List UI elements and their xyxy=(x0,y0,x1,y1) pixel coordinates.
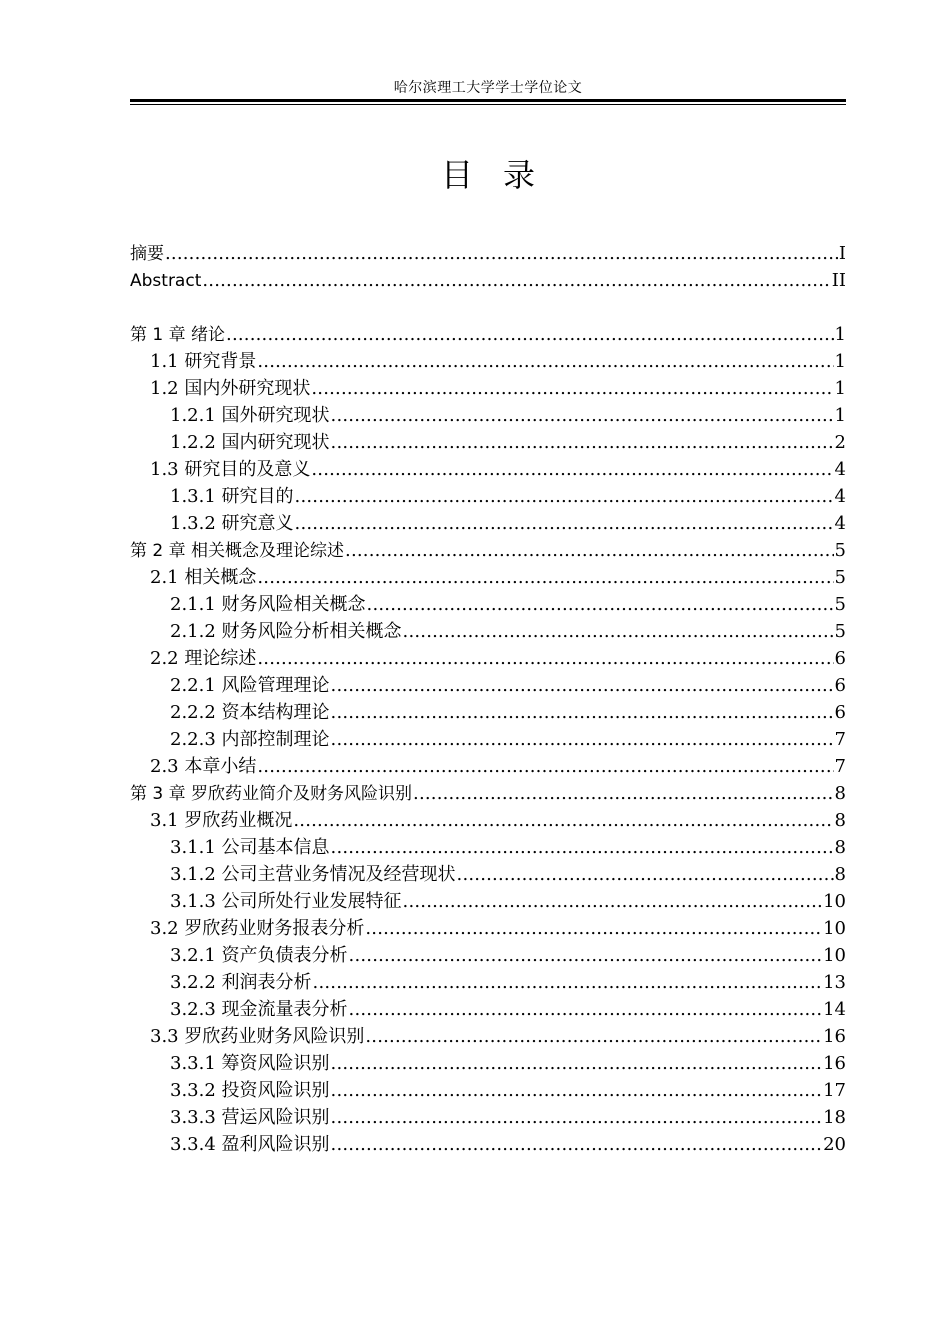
dot-leader xyxy=(331,672,834,699)
toc-entry-label: 2.1 相关概念 xyxy=(150,567,257,588)
dot-leader xyxy=(257,753,833,780)
toc-entry[interactable] xyxy=(130,1131,846,1158)
dot-leader xyxy=(331,726,834,753)
toc-entry[interactable] xyxy=(130,456,846,483)
toc-title: 目录 xyxy=(440,156,565,194)
toc-entry[interactable] xyxy=(130,1104,846,1131)
dot-leader xyxy=(349,996,823,1023)
toc-entry-page-number: 5 xyxy=(834,540,846,561)
toc-entry[interactable] xyxy=(130,699,846,726)
toc-entry-page-number: 2 xyxy=(834,432,846,453)
toc-entry[interactable] xyxy=(130,834,846,861)
dot-leader xyxy=(331,1050,823,1077)
toc-entry-label: 摘要 xyxy=(130,244,164,264)
toc-entry-label: 2.2.2 资本结构理论 xyxy=(170,702,330,723)
toc-entry-label: 3.3.2 投资风险识别 xyxy=(170,1080,330,1101)
toc-entry-label: 3.2 罗欣药业财务报表分析 xyxy=(150,918,365,939)
toc-entry-page-number: 1 xyxy=(834,378,846,399)
toc-entry-page-number: 4 xyxy=(834,513,846,534)
toc-entry-label: 3.2.1 资产负债表分析 xyxy=(170,945,348,966)
toc-entry-page-number: 14 xyxy=(823,999,846,1020)
toc-entry[interactable] xyxy=(130,1077,846,1104)
dot-leader xyxy=(257,645,833,672)
dot-leader xyxy=(313,969,823,996)
dot-leader xyxy=(331,1104,823,1131)
dot-leader xyxy=(202,267,830,294)
dot-leader xyxy=(367,591,834,618)
toc-entry-page-number: 4 xyxy=(834,459,846,480)
toc-entry-label: Abstract xyxy=(130,271,202,291)
header-rule-thin xyxy=(130,104,846,105)
toc-entry-page-number: 8 xyxy=(834,837,846,858)
dot-leader xyxy=(331,1131,823,1158)
header-rule-thick xyxy=(130,99,846,102)
toc-entry-page-number: 18 xyxy=(823,1107,846,1128)
toc-entry-label: 1.2.1 国外研究现状 xyxy=(170,405,330,426)
toc-entry[interactable] xyxy=(130,1023,846,1050)
toc-entry[interactable] xyxy=(130,969,846,996)
toc-entry[interactable] xyxy=(130,753,846,780)
dot-leader xyxy=(257,348,833,375)
dot-leader xyxy=(403,618,834,645)
toc-entry[interactable] xyxy=(130,348,846,375)
toc-entry-page-number: 5 xyxy=(834,567,846,588)
toc-entry[interactable] xyxy=(130,915,846,942)
toc-entry-page-number: 10 xyxy=(823,945,846,966)
toc-entry[interactable] xyxy=(130,861,846,888)
toc-entry-page-number: 17 xyxy=(823,1080,846,1101)
toc-entry-label: 2.3 本章小结 xyxy=(150,756,257,777)
toc-entry-page-number: 5 xyxy=(834,621,846,642)
dot-leader xyxy=(165,240,838,267)
toc-entry-label: 3.2.3 现金流量表分析 xyxy=(170,999,348,1020)
dot-leader xyxy=(311,375,833,402)
toc-entry-label: 1.3.1 研究目的 xyxy=(170,486,294,507)
toc-entry-page-number: 7 xyxy=(834,729,846,750)
dot-leader xyxy=(331,429,834,456)
toc-entry[interactable] xyxy=(130,807,846,834)
toc-entry-page-number: 8 xyxy=(834,864,846,885)
toc-entry[interactable] xyxy=(130,1050,846,1077)
toc-entry-page-number: 4 xyxy=(834,486,846,507)
toc-entry[interactable] xyxy=(130,564,846,591)
toc-entry-label: 3.1 罗欣药业概况 xyxy=(150,810,293,831)
toc-entry[interactable] xyxy=(130,672,846,699)
toc-entry-page-number: 20 xyxy=(823,1134,846,1155)
dot-leader xyxy=(365,915,822,942)
toc-entry[interactable] xyxy=(130,942,846,969)
toc-entry-label: 2.2.3 内部控制理论 xyxy=(170,729,330,750)
toc-entry-page-number: 10 xyxy=(823,891,846,912)
toc-entry[interactable] xyxy=(130,510,846,537)
toc-entry[interactable] xyxy=(130,888,846,915)
dot-leader xyxy=(331,402,834,429)
toc-entry-label: 第 2 章 相关概念及理论综述 xyxy=(130,541,345,561)
dot-leader xyxy=(403,888,823,915)
toc-entry[interactable] xyxy=(130,375,846,402)
dot-leader xyxy=(226,321,834,348)
toc-entry-label: 第 3 章 罗欣药业简介及财务风险识别 xyxy=(130,784,413,804)
toc-entry-label: 第 1 章 绪论 xyxy=(130,325,226,345)
toc-entry[interactable] xyxy=(130,402,846,429)
toc-entry-page-number: 16 xyxy=(823,1026,846,1047)
table-of-contents xyxy=(130,240,846,1158)
toc-entry-page-number: 13 xyxy=(823,972,846,993)
toc-entry-label: 3.1.3 公司所处行业发展特征 xyxy=(170,891,402,912)
toc-entry-label: 3.3.3 营运风险识别 xyxy=(170,1107,330,1128)
toc-entry-label: 3.3.1 筹资风险识别 xyxy=(170,1053,330,1074)
toc-entry-label: 2.1.2 财务风险分析相关概念 xyxy=(170,621,402,642)
toc-entry-page-number: 8 xyxy=(834,810,846,831)
toc-entry-page-number: 6 xyxy=(834,702,846,723)
toc-entry-label: 3.3 罗欣药业财务风险识别 xyxy=(150,1026,365,1047)
dot-leader xyxy=(311,456,833,483)
dot-leader xyxy=(365,1023,822,1050)
toc-entry-label: 2.2.1 风险管理理论 xyxy=(170,675,330,696)
toc-entry-page-number: II xyxy=(831,270,846,291)
toc-entry-page-number: 5 xyxy=(834,594,846,615)
dot-leader xyxy=(331,699,834,726)
toc-entry[interactable] xyxy=(130,618,846,645)
toc-entry-page-number: 1 xyxy=(834,405,846,426)
toc-entry-label: 1.3 研究目的及意义 xyxy=(150,459,311,480)
toc-entry[interactable] xyxy=(130,537,846,564)
toc-entry-label: 1.2 国内外研究现状 xyxy=(150,378,311,399)
dot-leader xyxy=(331,834,834,861)
toc-entry[interactable] xyxy=(130,429,846,456)
running-header: 哈尔滨理工大学学士学位论文 xyxy=(393,80,583,96)
dot-leader xyxy=(413,780,834,807)
toc-entry[interactable] xyxy=(130,996,846,1023)
toc-entry-page-number: 1 xyxy=(834,324,846,345)
toc-entry[interactable] xyxy=(130,591,846,618)
toc-entry-page-number: 16 xyxy=(823,1053,846,1074)
toc-entry-page-number: 8 xyxy=(834,783,846,804)
toc-entry-label: 3.1.1 公司基本信息 xyxy=(170,837,330,858)
toc-entry[interactable] xyxy=(130,267,846,294)
toc-entry[interactable] xyxy=(130,483,846,510)
toc-entry[interactable] xyxy=(130,240,846,267)
toc-entry-page-number: 6 xyxy=(834,675,846,696)
dot-leader xyxy=(295,483,834,510)
toc-entry-label: 1.1 研究背景 xyxy=(150,351,257,372)
toc-entry[interactable] xyxy=(130,726,846,753)
toc-entry-label: 3.1.2 公司主营业务情况及经营现状 xyxy=(170,864,456,885)
dot-leader xyxy=(457,861,834,888)
toc-entry-label: 3.3.4 盈利风险识别 xyxy=(170,1134,330,1155)
toc-entry-page-number: I xyxy=(838,243,846,264)
dot-leader xyxy=(295,510,834,537)
toc-entry-page-number: 10 xyxy=(823,918,846,939)
toc-entry[interactable] xyxy=(130,645,846,672)
toc-entry[interactable] xyxy=(130,321,846,348)
dot-leader xyxy=(331,1077,823,1104)
toc-entry-label: 2.2 理论综述 xyxy=(150,648,257,669)
toc-entry-page-number: 7 xyxy=(834,756,846,777)
dot-leader xyxy=(293,807,833,834)
dot-leader xyxy=(345,537,834,564)
toc-entry-label: 2.1.1 财务风险相关概念 xyxy=(170,594,366,615)
toc-entry-page-number: 6 xyxy=(834,648,846,669)
toc-entry-label: 3.2.2 利润表分析 xyxy=(170,972,312,993)
toc-entry-label: 1.2.2 国内研究现状 xyxy=(170,432,330,453)
toc-entry-page-number: 1 xyxy=(834,351,846,372)
toc-entry-label: 1.3.2 研究意义 xyxy=(170,513,294,534)
dot-leader xyxy=(349,942,823,969)
toc-entry[interactable] xyxy=(130,780,846,807)
dot-leader xyxy=(257,564,833,591)
